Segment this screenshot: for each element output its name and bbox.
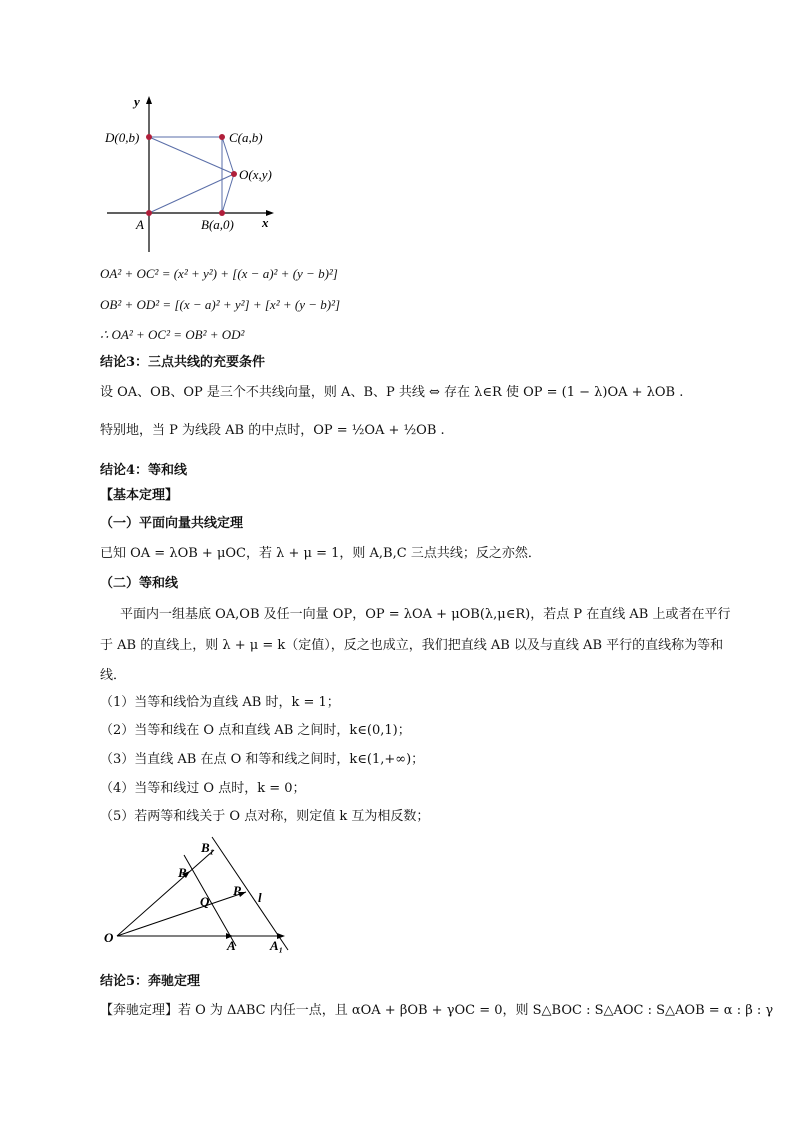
fig2-label-A1: A₁	[270, 938, 284, 953]
label-y: y	[134, 94, 140, 109]
section-2-p3: 线．	[100, 668, 127, 683]
section-2-p1: 平面内一组基底 OA,OB 及任一向量 OP，OP = λOA + μOB(λ,μ∈R)，若点 P 在直线 AB 上或者在平行	[120, 607, 731, 622]
section-2-p2: 于 AB 的直线上，则 λ + μ = k（定值），反之也成立，我们把直线 AB 以及与直线 AB 平行的直线称为等和	[100, 638, 724, 653]
list-item-3: （3）当直线 AB 在点 O 和等和线之间时，k∈(1,+∞)；	[100, 752, 425, 767]
formula-3: ∴ OA² + OC² = OB² + OD²	[100, 327, 245, 342]
conclusion-5-title: 结论5：奔驰定理	[100, 974, 201, 989]
label-O: O(x,y)	[239, 167, 272, 182]
conclusion-3-p2: 特别地，当 P 为线段 AB 的中点时，OP = ½OA + ½OB .	[100, 423, 445, 438]
point-C	[219, 134, 225, 140]
label-x: x	[262, 215, 269, 230]
list-item-4: （4）当等和线过 O 点时，k = 0；	[100, 781, 306, 796]
point-D	[146, 134, 152, 140]
label-C: C(a,b)	[229, 130, 263, 145]
fig2-label-P: P	[233, 883, 241, 898]
conclusion-4-title: 结论4：等和线	[100, 463, 188, 478]
section-1-heading: （一）平面向量共线定理	[100, 516, 244, 531]
formula-1: OA² + OC² = (x² + y²) + [(x − a)² + (y − b)²]	[100, 266, 338, 281]
label-B: B(a,0)	[201, 217, 234, 232]
segment-BO	[222, 174, 234, 213]
line-l	[212, 837, 288, 950]
point-A	[146, 210, 152, 216]
fig2-label-O: O	[104, 930, 114, 945]
section-1-text: 已知 OA = λOB + μOC，若 λ + μ = 1，则 A,B,C 三点共线；反之亦然．	[100, 546, 541, 561]
conclusion-3-p1: 设 OA、OB、OP 是三个不共线向量，则 A、B、P 共线 ⇔ 存在 λ∈R 使 OP = (1 − λ)OA + λOB .	[100, 385, 684, 400]
basic-theorem-heading: 【基本定理】	[100, 488, 179, 503]
conclusion-3-title: 结论3：三点共线的充要条件	[100, 355, 266, 370]
fig2-label-B: B	[178, 865, 187, 880]
segment-AO	[149, 174, 234, 213]
point-B	[219, 210, 225, 216]
formula-2: OB² + OD² = [(x − a)² + y²] + [x² + (y − b)²]	[100, 297, 341, 312]
fig2-label-l: l	[258, 890, 262, 905]
y-axis-arrow	[146, 96, 152, 104]
section-2-heading: （二）等和线	[100, 576, 179, 591]
list-item-5: （5）若两等和线关于 O 点对称，则定值 k 互为相反数；	[100, 809, 430, 824]
list-item-1: （1）当等和线恰为直线 AB 时，k = 1；	[100, 695, 340, 710]
segment-DO	[149, 137, 234, 174]
point-O	[231, 171, 237, 177]
benz-theorem-text: 【奔驰定理】若 O 为 ΔABC 内任一点，且 αOA + βOB + γOC = 0，则 S△BOC : S△AOC : S△AOB = α : β : γ	[100, 1003, 774, 1018]
list-item-2: （2）当等和线在 O 点和直线 AB 之间时，k∈(0,1)；	[100, 723, 411, 738]
fig2-label-A: A	[227, 938, 236, 953]
fig2-label-B1: B₁	[201, 840, 215, 855]
label-D: D(0,b)	[105, 130, 140, 145]
fig2-label-Q: Q	[200, 894, 210, 909]
line-AB	[184, 855, 236, 946]
ray-OB1	[117, 850, 214, 936]
label-A: A	[136, 217, 144, 232]
